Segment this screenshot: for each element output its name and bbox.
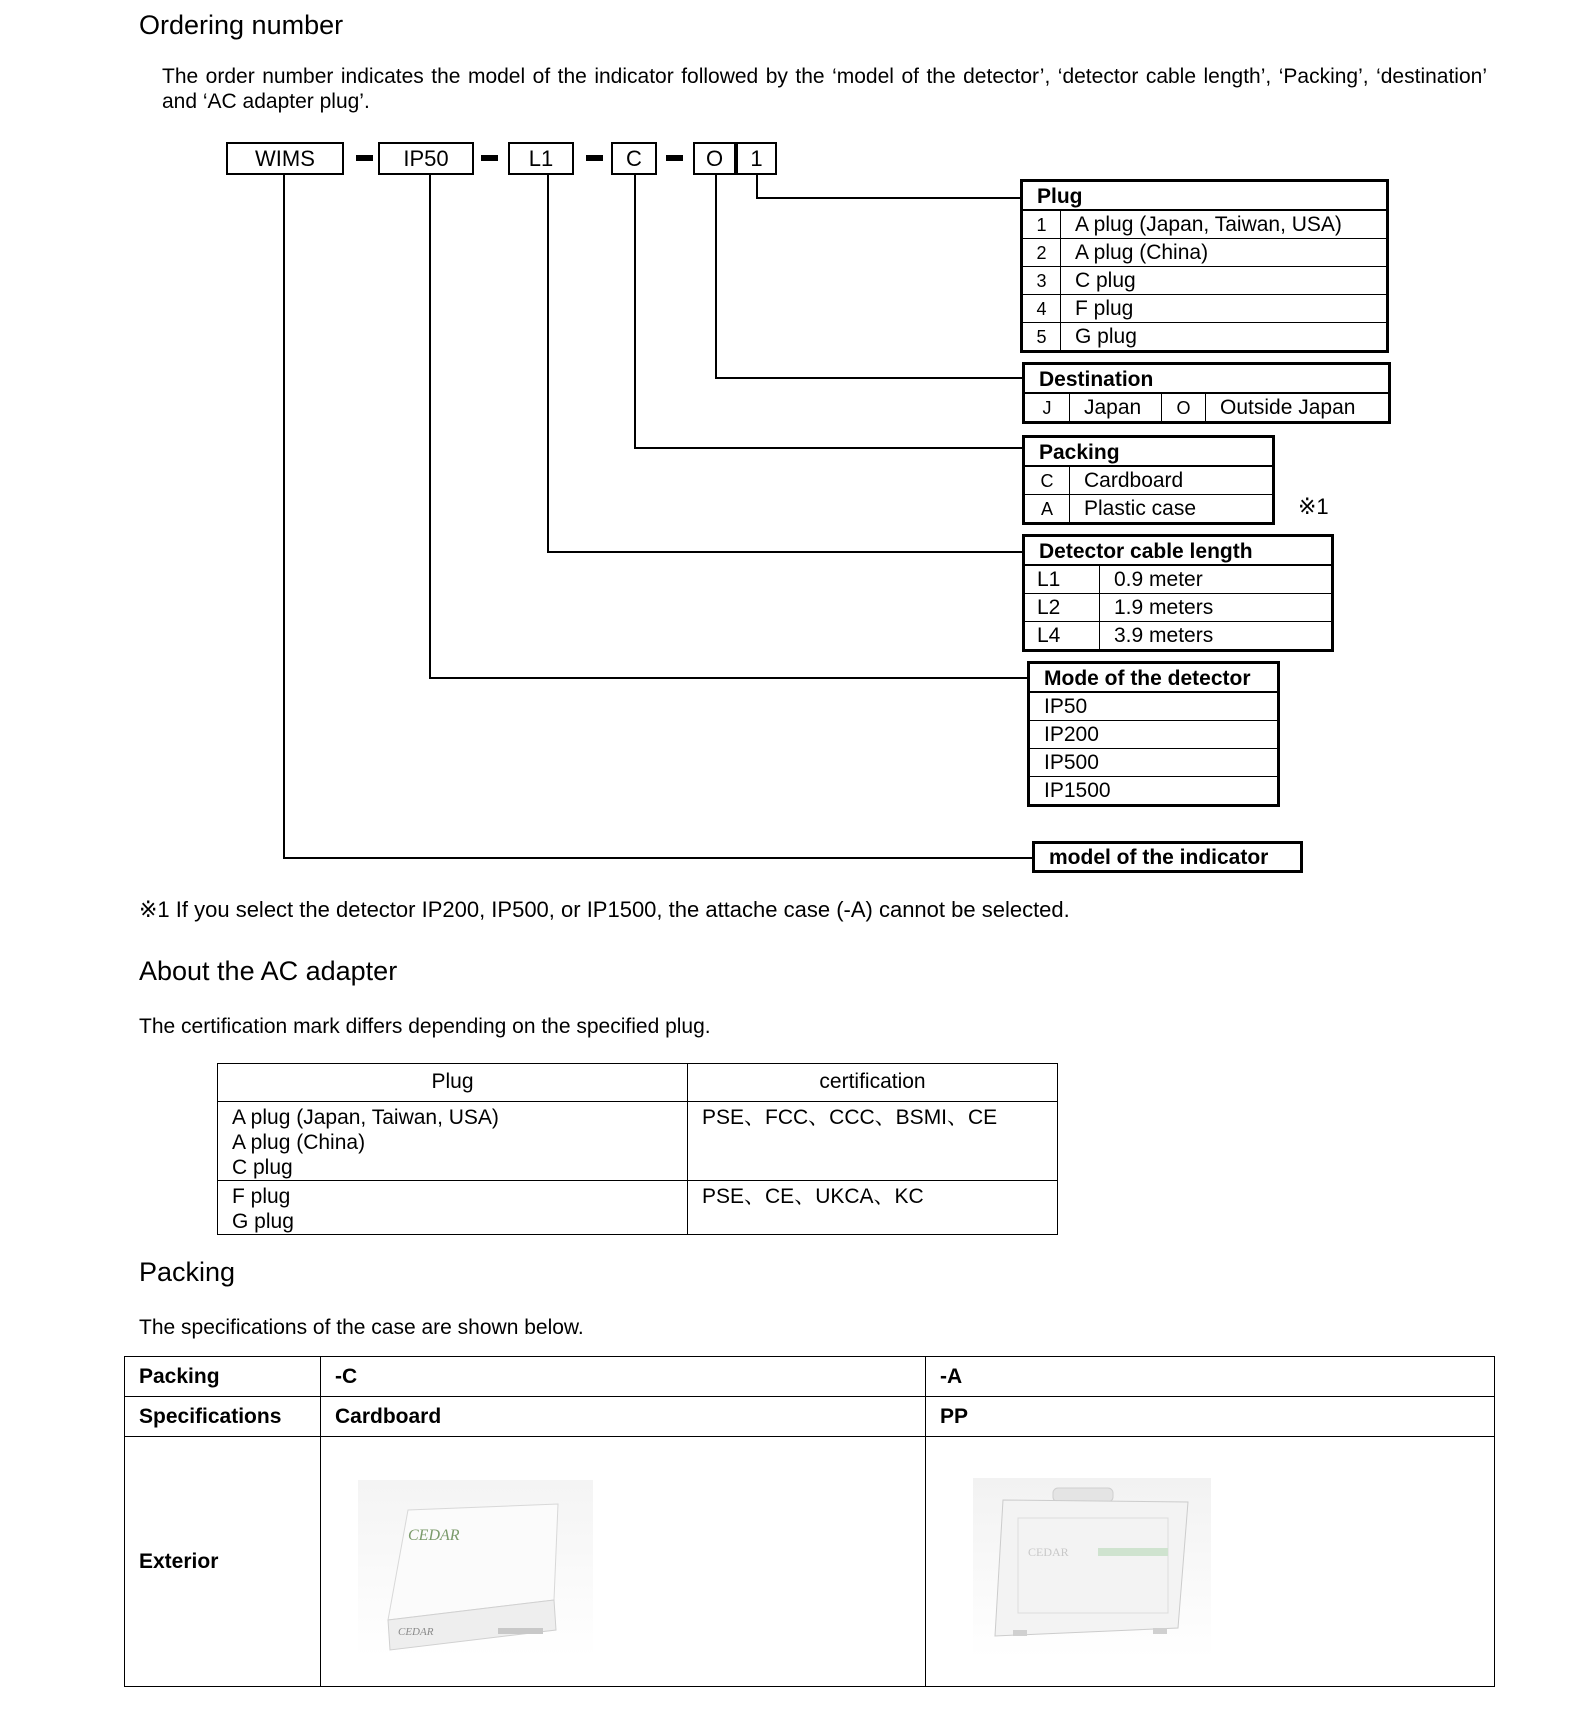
svg-text:CEDAR: CEDAR (398, 1626, 434, 1638)
table-row: C Cardboard (1025, 467, 1272, 495)
code-destination: O (693, 142, 736, 175)
table-row: J Japan O Outside Japan (1025, 394, 1388, 421)
cardboard-box-image (358, 1480, 593, 1658)
table-row: IP1500 (1044, 779, 1111, 802)
code-plug: 1 (736, 142, 777, 175)
connector-destination (715, 175, 717, 379)
table-row: Specifications Cardboard PP (125, 1397, 1495, 1437)
table-row (218, 1102, 1058, 1181)
ac-cert-cell: PSE、CE、UKCA、KC (688, 1181, 1058, 1235)
dash (356, 155, 373, 161)
cable-length-table-header: Detector cable length (1025, 537, 1331, 566)
svg-text:CEDAR: CEDAR (1028, 1545, 1069, 1559)
section-title-ac-adapter: About the AC adapter (139, 956, 398, 986)
ac-plug-cell: F plug G plug (218, 1181, 688, 1235)
ac-intro: The certification mark differs depending on the specified plug. (139, 1015, 711, 1038)
table-row: L2 1.9 meters (1025, 594, 1331, 622)
detector-table (1027, 661, 1280, 807)
table-row: L4 3.9 meters (1025, 622, 1331, 649)
plastic-case-image (973, 1478, 1211, 1658)
table-row: IP500 (1030, 749, 1277, 777)
table-row: 5 G plug (1023, 323, 1386, 350)
ac-plug-cell: A plug (Japan, Taiwan, USA) A plug (China) C plug (218, 1102, 688, 1181)
code-detector: IP50 (378, 142, 474, 175)
plug-table (1020, 179, 1389, 353)
table-header-row (218, 1064, 1058, 1102)
table-row: IP50 (1030, 693, 1277, 721)
connector-cable (547, 551, 1024, 553)
table-row: Exterior (125, 1437, 1495, 1687)
table-row: 4 F plug (1023, 295, 1386, 323)
connector-indicator (283, 175, 285, 859)
ac-header-certification: certification (688, 1064, 1058, 1102)
packing-table (1022, 435, 1275, 525)
plastic-case-photo (973, 1478, 1211, 1658)
indicator-box-header: model of the indicator (1049, 846, 1269, 869)
table-row (218, 1181, 1058, 1235)
table-row: L1 0.9 meter (1025, 566, 1331, 594)
connector-packing (634, 447, 1024, 449)
dash (481, 155, 498, 161)
packing-spec-table (124, 1356, 1495, 1687)
packing-note-mark: ※1 (1298, 494, 1329, 519)
cable-length-table (1022, 534, 1334, 652)
plug-table-header: Plug (1023, 182, 1386, 211)
connector-indicator (283, 857, 1034, 859)
table-row: Packing -C -A (125, 1357, 1495, 1397)
ac-certification-table (217, 1063, 1058, 1235)
table-row: 1 A plug (Japan, Taiwan, USA) (1023, 211, 1386, 239)
connector-plug (756, 175, 758, 199)
table-row: IP200 (1030, 721, 1277, 749)
connector-plug (756, 197, 1022, 199)
ordering-footnote: ※1 If you select the detector IP200, IP500, or IP1500, the attache case (-A) cannot be selected. (139, 897, 1070, 922)
connector-packing (634, 175, 636, 449)
dash (666, 155, 683, 161)
code-packing: C (611, 142, 657, 175)
packing-table-header: Packing (1025, 438, 1272, 467)
code-cable: L1 (508, 142, 574, 175)
ordering-intro: The order number indicates the model of the indicator followed by the ‘model of the detector’, ‘detector cable length’, ‘Packing’, ‘destination’ and ‘AC adapter plug’. (162, 65, 1487, 113)
destination-table (1022, 362, 1391, 424)
dash (586, 155, 603, 161)
detector-table-header: Mode of the detector (1030, 664, 1277, 693)
connector-detector (429, 677, 1029, 679)
destination-table-header: Destination (1025, 365, 1388, 394)
table-row: A Plastic case (1025, 495, 1272, 522)
cardboard-box-photo (358, 1480, 593, 1658)
indicator-box (1032, 841, 1303, 873)
code-indicator: WIMS (226, 142, 344, 175)
svg-text:CEDAR: CEDAR (408, 1527, 460, 1544)
table-row: 3 C plug (1023, 267, 1386, 295)
connector-cable (547, 175, 549, 553)
packing-intro: The specifications of the case are shown below. (139, 1316, 584, 1339)
table-row: 2 A plug (China) (1023, 239, 1386, 267)
connector-destination (715, 377, 1023, 379)
section-title-ordering: Ordering number (139, 10, 344, 40)
connector-detector (429, 175, 431, 679)
ac-cert-cell: PSE、FCC、CCC、BSMI、CE (688, 1102, 1058, 1181)
section-title-packing: Packing (139, 1257, 236, 1287)
ac-header-plug: Plug (218, 1064, 688, 1102)
